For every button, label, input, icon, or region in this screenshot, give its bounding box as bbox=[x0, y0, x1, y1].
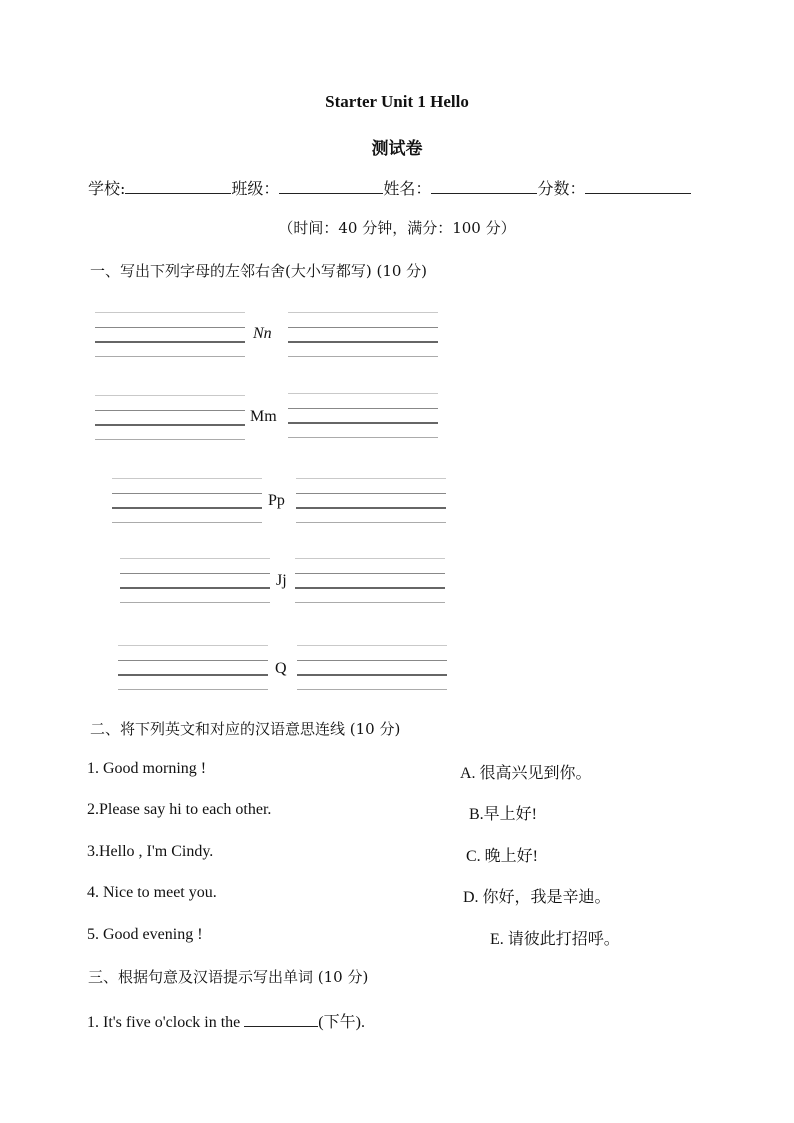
match-chinese-b: B.早上好! bbox=[469, 806, 538, 823]
letter-mm: Mm bbox=[250, 408, 277, 425]
answer-blank[interactable] bbox=[244, 1012, 318, 1027]
writing-grid-right[interactable] bbox=[297, 645, 447, 691]
page-subtitle: 测试卷 bbox=[371, 139, 423, 159]
match-english-5: 5. Good evening ! bbox=[87, 926, 203, 943]
match-english-3: 3.Hello , I'm Cindy. bbox=[87, 843, 214, 860]
section3-heading: 三、根据句意及汉语提示写出单词 (10 分) bbox=[88, 968, 369, 986]
writing-grid-left[interactable] bbox=[120, 558, 270, 604]
writing-grid-right[interactable] bbox=[288, 312, 438, 358]
section2-heading: 二、将下列英文和对应的汉语意思连线 (10 分) bbox=[90, 720, 401, 738]
writing-grid-right[interactable] bbox=[288, 393, 438, 439]
match-chinese-a: A. 很高兴见到你。 bbox=[460, 765, 592, 782]
match-chinese-e: E. 请彼此打招呼。 bbox=[490, 931, 620, 948]
writing-grid-left[interactable] bbox=[95, 312, 245, 358]
page-title: Starter Unit 1 Hello bbox=[325, 92, 469, 111]
writing-grid-right[interactable] bbox=[295, 558, 445, 604]
letter-jj: Jj bbox=[276, 572, 287, 589]
section1-heading: 一、写出下列字母的左邻右舍(大小写都写) (10 分) bbox=[90, 262, 428, 280]
writing-grid-left[interactable] bbox=[118, 645, 268, 691]
letter-nn: Nn bbox=[253, 325, 272, 342]
fill-question-1 bbox=[87, 1009, 365, 1032]
class-field[interactable] bbox=[279, 179, 383, 194]
info-line bbox=[88, 176, 691, 199]
school-field[interactable] bbox=[125, 179, 231, 194]
time-note: （时间：40 分钟，满分：100 分） bbox=[278, 219, 516, 237]
match-chinese-c: C. 晚上好! bbox=[466, 848, 539, 865]
name-field[interactable] bbox=[431, 179, 537, 194]
letter-pp: Pp bbox=[268, 492, 285, 509]
writing-grid-right[interactable] bbox=[296, 478, 446, 524]
match-chinese-d: D. 你好，我是辛迪。 bbox=[463, 889, 611, 906]
writing-grid-left[interactable] bbox=[112, 478, 262, 524]
school-label: 学校: bbox=[88, 179, 126, 198]
letter-q: Q bbox=[275, 660, 287, 677]
score-label: 分数： bbox=[537, 179, 586, 198]
score-field[interactable] bbox=[585, 179, 691, 194]
match-english-2: 2.Please say hi to each other. bbox=[87, 801, 272, 818]
question-text: 1. It's five o'clock in the bbox=[87, 1014, 245, 1031]
question-hint: (下午). bbox=[318, 1014, 365, 1031]
match-english-1: 1. Good morning ! bbox=[87, 760, 207, 777]
name-label: 姓名： bbox=[383, 179, 432, 198]
writing-grid-left[interactable] bbox=[95, 395, 245, 441]
class-label: 班级： bbox=[231, 179, 280, 198]
match-english-4: 4. Nice to meet you. bbox=[87, 884, 217, 901]
